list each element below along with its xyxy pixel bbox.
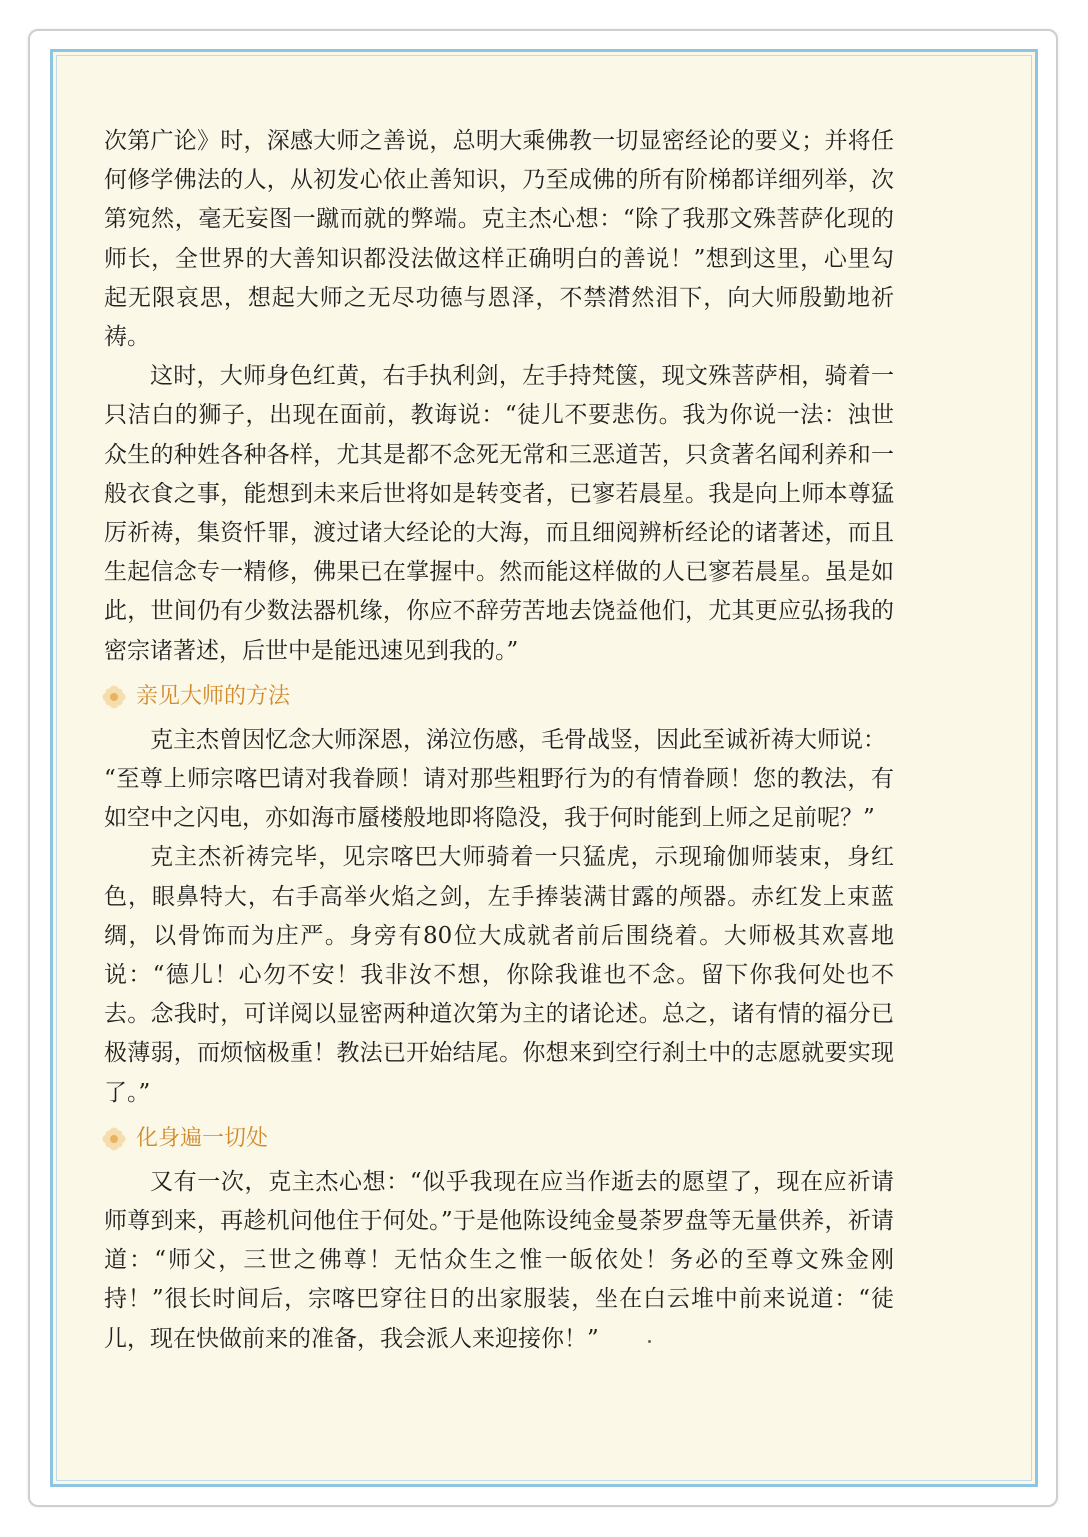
section-heading-text: 亲见大师的方法 [136, 683, 291, 709]
page-speck [648, 1340, 651, 1343]
section-heading-emanations [100, 1117, 894, 1161]
section-heading-seeing-master [100, 675, 894, 719]
paragraph-continued: 次第广论》时，深感大师之善说，总明大乘佛教一切显密经论的要义；并将任何修学佛法的人，从初发心依止善知识，乃至成佛的所有阶梯都详细列举，次第宛然，毫无妄图一蹴而就的弊端。克主杰心想：“除了我那文殊菩萨化现的师长，全世界的大善知识都没法做这样正确明白的善说！”想到这里，心里勾起无限哀思，想起大师之无尽功德与恩泽，不禁潸然泪下，向大师殷勤地祈祷。 [104, 128, 894, 351]
paragraph: 克主杰祈祷完毕，见宗喀巴大师骑着一只猛虎，示现瑜伽师装束，身红色，眼鼻特大，右手高举火焰之剑，左手捧装满甘露的颅器。赤红发上束蓝绸，以骨饰而为庄严。身旁有80位大成就者前后围绕着。大师极其欢喜地说：“德儿！心勿不安！我非汝不想，你除我谁也不念。留下你我何处也不去。念我时，可详阅以显密两种道次第为主的诸论述。总之，诸有情的福分已极薄弱，而烦恼极重！教法已开始结尾。你想来到空行刹土中的志愿就要实现了。” [104, 844, 894, 1106]
section-heading-text: 化身遍一切处 [136, 1125, 269, 1151]
paragraph-quote: “至尊上师宗喀巴请对我眷顾！请对那些粗野行为的有情眷顾！您的教法，有如空中之闪电，亦如海市蜃楼般地即将隐没，我于何时能到上师之足前呢？” [104, 766, 894, 832]
flower-icon [100, 683, 128, 711]
page-text [104, 122, 894, 1359]
paragraph: 克主杰曾因忆念大师深恩，涕泣伤感，毛骨战竖，因此至诚祈祷大师说： [150, 726, 886, 753]
flower-icon [100, 1125, 128, 1153]
paragraph: 这时，大师身色红黄，右手执利剑，左手持梵箧，现文殊菩萨相，骑着一只洁白的狮子，出现在面前，教诲说：“徒儿不要悲伤。我为你说一法：浊世众生的种姓各种各样，尤其是都不念死无常和三恶道苦，只贪著名闻利养和一般衣食之事，能想到未来后世将如是转变者，已寥若晨星。我是向上师本尊猛厉祈祷，集资忏罪，渡过诸大经论的大海，而且细阅辨析经论的诸著述，而且生起信念专一精修，佛果已在掌握中。然而能这样做的人已寥若晨星。虽是如此，世间仍有少数法器机缘，你应不辞劳苦地去饶益他们，尤其更应弘扬我的密宗诸著述，后世中是能迅速见到我的。” [104, 363, 894, 664]
paragraph: 又有一次，克主杰心想：“似乎我现在应当作逝去的愿望了，现在应祈请师尊到来，再趁机问他住于何处。”于是他陈设纯金曼荼罗盘等无量供养，祈请道：“师父，三世之佛尊！无怙众生之惟一皈依处！务必的至尊文殊金刚持！”很长时间后，宗喀巴穿往日的出家服装，坐在白云堆中前来说道：“徒儿，现在快做前来的准备，我会派人来迎接你！” [104, 1168, 894, 1352]
